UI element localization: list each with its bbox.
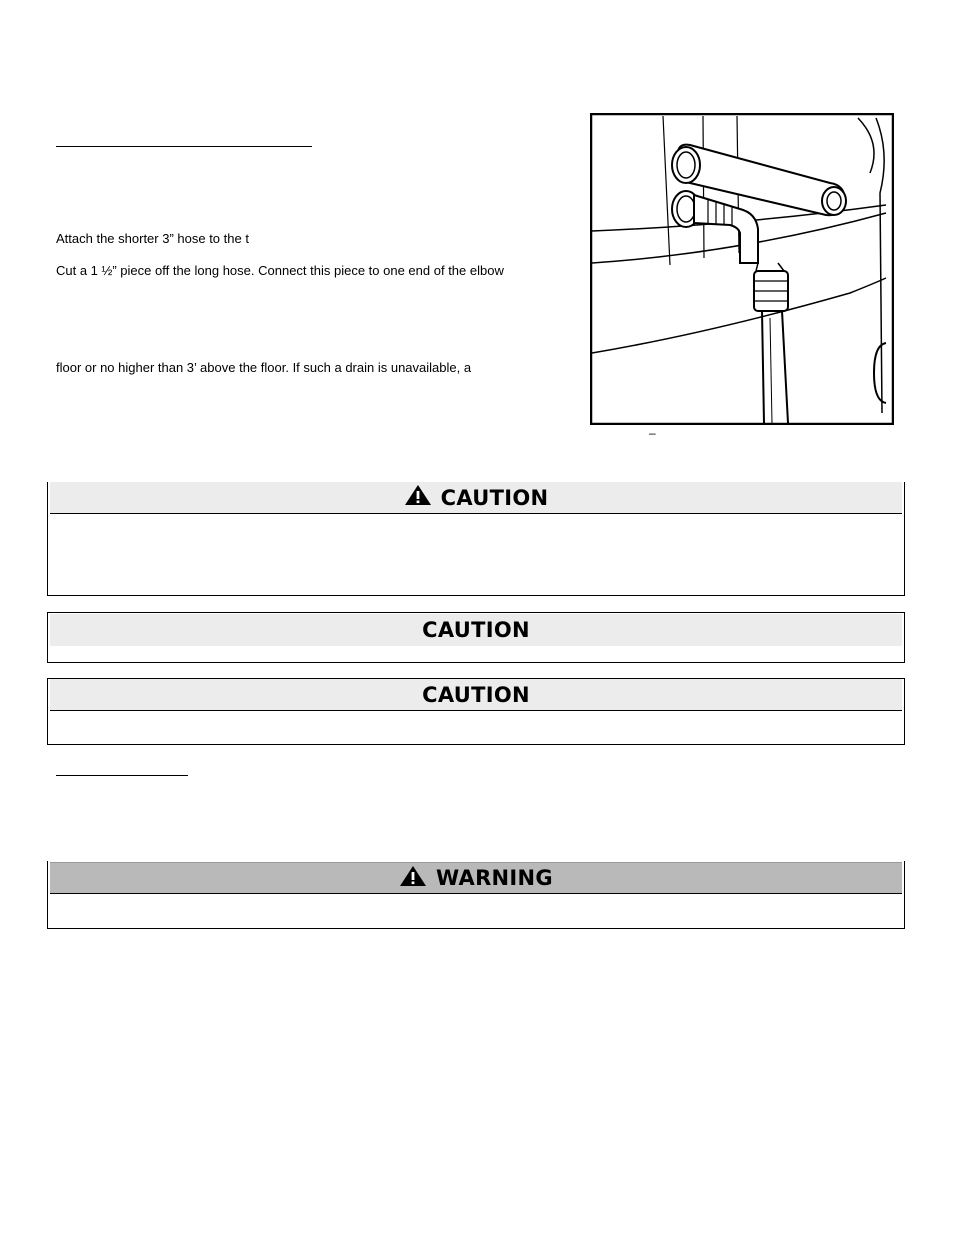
warning-triangle-icon (404, 484, 432, 511)
instruction-line-3: floor or no higher than 3’ above the floor. If such a drain is unavailable, a (56, 360, 472, 375)
section-heading-underline-2 (56, 775, 188, 776)
warning-notice (47, 861, 905, 929)
caution-notice-3 (47, 678, 905, 745)
caution-notice-2 (47, 612, 905, 663)
instruction-line-2: Cut a 1 ½” piece off the long hose. Connect this piece to one end of the elbow (56, 263, 504, 278)
caution-label-1: CAUTION (440, 485, 549, 510)
caution-label-3: CAUTION (422, 682, 530, 707)
instruction-line-1: Attach the shorter 3” hose to the t (56, 231, 249, 246)
warning-header (50, 862, 902, 894)
section-heading-underline (56, 146, 312, 147)
figure-caption: – (649, 426, 656, 440)
caution-header-1 (50, 482, 902, 514)
caution-header-2 (50, 614, 902, 646)
caution-notice-1 (47, 482, 905, 596)
caution-label-2: CAUTION (422, 618, 530, 642)
warning-label: WARNING (436, 866, 553, 890)
warning-triangle-icon (399, 865, 427, 892)
drain-hose-illustration (590, 113, 894, 425)
caution-header-3 (50, 679, 902, 711)
